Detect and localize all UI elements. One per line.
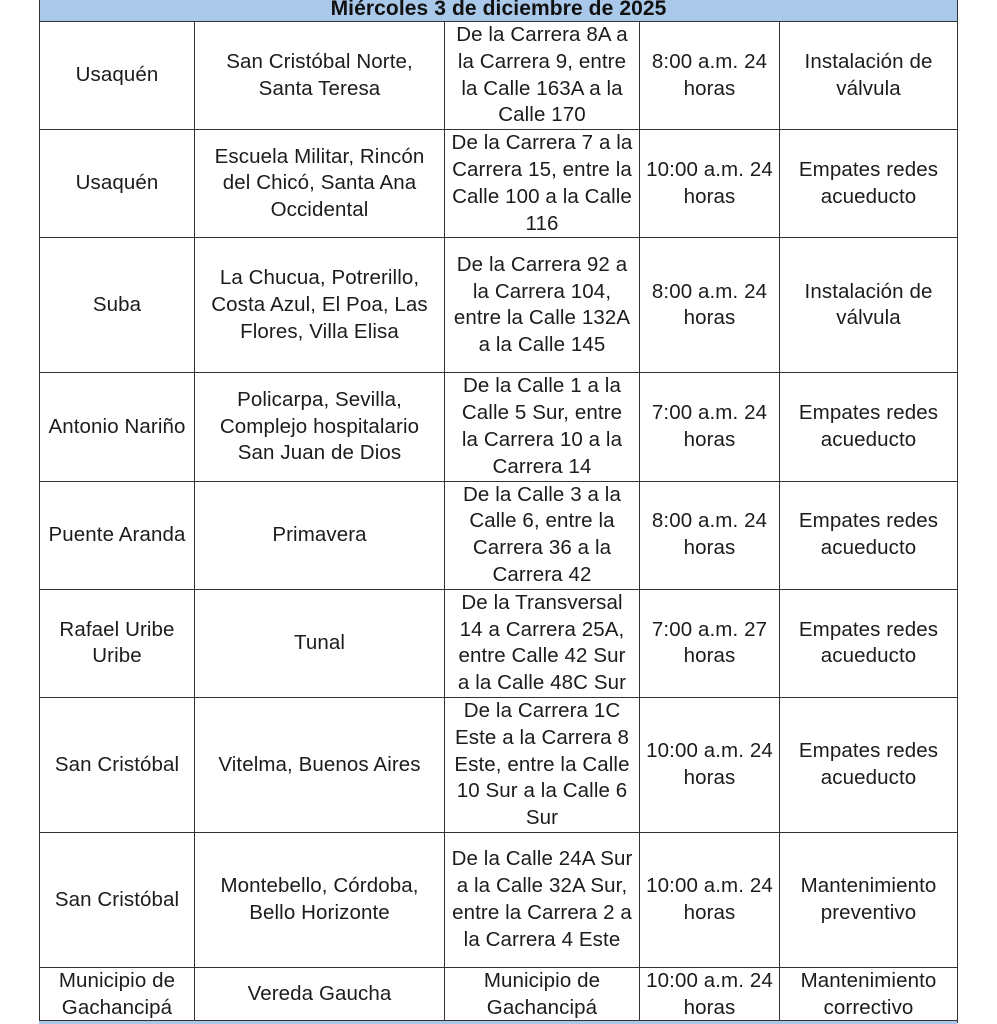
localidad-cell: Rafael Uribe Uribe [40, 589, 195, 697]
trabajo-cell: Empates redes acueducto [780, 130, 958, 238]
date-header: Miércoles 3 de diciembre de 2025 [40, 0, 958, 22]
barrios-cell: Montebello, Córdoba, Bello Horizonte [195, 832, 445, 967]
ubicacion-cell: De la Transversal 14 a Carrera 25A, entre Calle 42 Sur a la Calle 48C Sur [445, 589, 640, 697]
water-outage-schedule-table [39, 0, 958, 1023]
table-row [40, 238, 958, 373]
trabajo-cell: Empates redes acueducto [780, 373, 958, 481]
barrios-cell: Policarpa, Sevilla, Complejo hospitalario San Juan de Dios [195, 373, 445, 481]
table-row [40, 697, 958, 832]
barrios-cell: San Cristóbal Norte, Santa Teresa [195, 22, 445, 130]
ubicacion-cell: De la Carrera 8A a la Carrera 9, entre la Calle 163A a la Calle 170 [445, 22, 640, 130]
ubicacion-cell: De la Calle 3 a la Calle 6, entre la Carrera 36 a la Carrera 42 [445, 481, 640, 589]
hora-duracion-cell: 7:00 a.m. 24 horas [640, 373, 780, 481]
barrios-cell: Primavera [195, 481, 445, 589]
localidad-cell: Usaquén [40, 130, 195, 238]
ubicacion-cell: Municipio de Gachancipá [445, 967, 640, 1022]
trabajo-cell: Mantenimiento preventivo [780, 832, 958, 967]
table-row [40, 373, 958, 481]
ubicacion-cell: De la Carrera 92 a la Carrera 104, entre la Calle 132A a la Calle 145 [445, 238, 640, 373]
trabajo-cell: Empates redes acueducto [780, 481, 958, 589]
barrios-cell: Vitelma, Buenos Aires [195, 697, 445, 832]
hora-duracion-cell: 7:00 a.m. 27 horas [640, 589, 780, 697]
hora-duracion-cell: 8:00 a.m. 24 horas [640, 481, 780, 589]
localidad-cell: San Cristóbal [40, 832, 195, 967]
hora-duracion-cell: 10:00 a.m. 24 horas [640, 697, 780, 832]
date-header-row [40, 0, 958, 22]
ubicacion-cell: De la Calle 24A Sur a la Calle 32A Sur, entre la Carrera 2 a la Carrera 4 Este [445, 832, 640, 967]
table-row [40, 22, 958, 130]
barrios-cell: Vereda Gaucha [195, 967, 445, 1022]
hora-duracion-cell: 8:00 a.m. 24 horas [640, 238, 780, 373]
localidad-cell: Suba [40, 238, 195, 373]
barrios-cell: Escuela Militar, Rincón del Chicó, Santa Ana Occidental [195, 130, 445, 238]
next-header-strip [39, 1020, 957, 1024]
localidad-cell: San Cristóbal [40, 697, 195, 832]
schedule-table-container [39, 0, 957, 1023]
trabajo-cell: Instalación de válvula [780, 238, 958, 373]
barrios-cell: La Chucua, Potrerillo, Costa Azul, El Poa, Las Flores, Villa Elisa [195, 238, 445, 373]
hora-duracion-cell: 10:00 a.m. 24 horas [640, 967, 780, 1022]
barrios-cell: Tunal [195, 589, 445, 697]
trabajo-cell: Empates redes acueducto [780, 589, 958, 697]
trabajo-cell: Instalación de válvula [780, 22, 958, 130]
table-row [40, 967, 958, 1022]
trabajo-cell: Mantenimiento correctivo [780, 967, 958, 1022]
hora-duracion-cell: 10:00 a.m. 24 horas [640, 832, 780, 967]
localidad-cell: Antonio Nariño [40, 373, 195, 481]
localidad-cell: Usaquén [40, 22, 195, 130]
table-row [40, 589, 958, 697]
table-row [40, 130, 958, 238]
localidad-cell: Municipio de Gachancipá [40, 967, 195, 1022]
localidad-cell: Puente Aranda [40, 481, 195, 589]
table-row [40, 481, 958, 589]
hora-duracion-cell: 8:00 a.m. 24 horas [640, 22, 780, 130]
ubicacion-cell: De la Carrera 1C Este a la Carrera 8 Este, entre la Calle 10 Sur a la Calle 6 Sur [445, 697, 640, 832]
ubicacion-cell: De la Carrera 7 a la Carrera 15, entre la Calle 100 a la Calle 116 [445, 130, 640, 238]
table-row [40, 832, 958, 967]
hora-duracion-cell: 10:00 a.m. 24 horas [640, 130, 780, 238]
ubicacion-cell: De la Calle 1 a la Calle 5 Sur, entre la Carrera 10 a la Carrera 14 [445, 373, 640, 481]
trabajo-cell: Empates redes acueducto [780, 697, 958, 832]
